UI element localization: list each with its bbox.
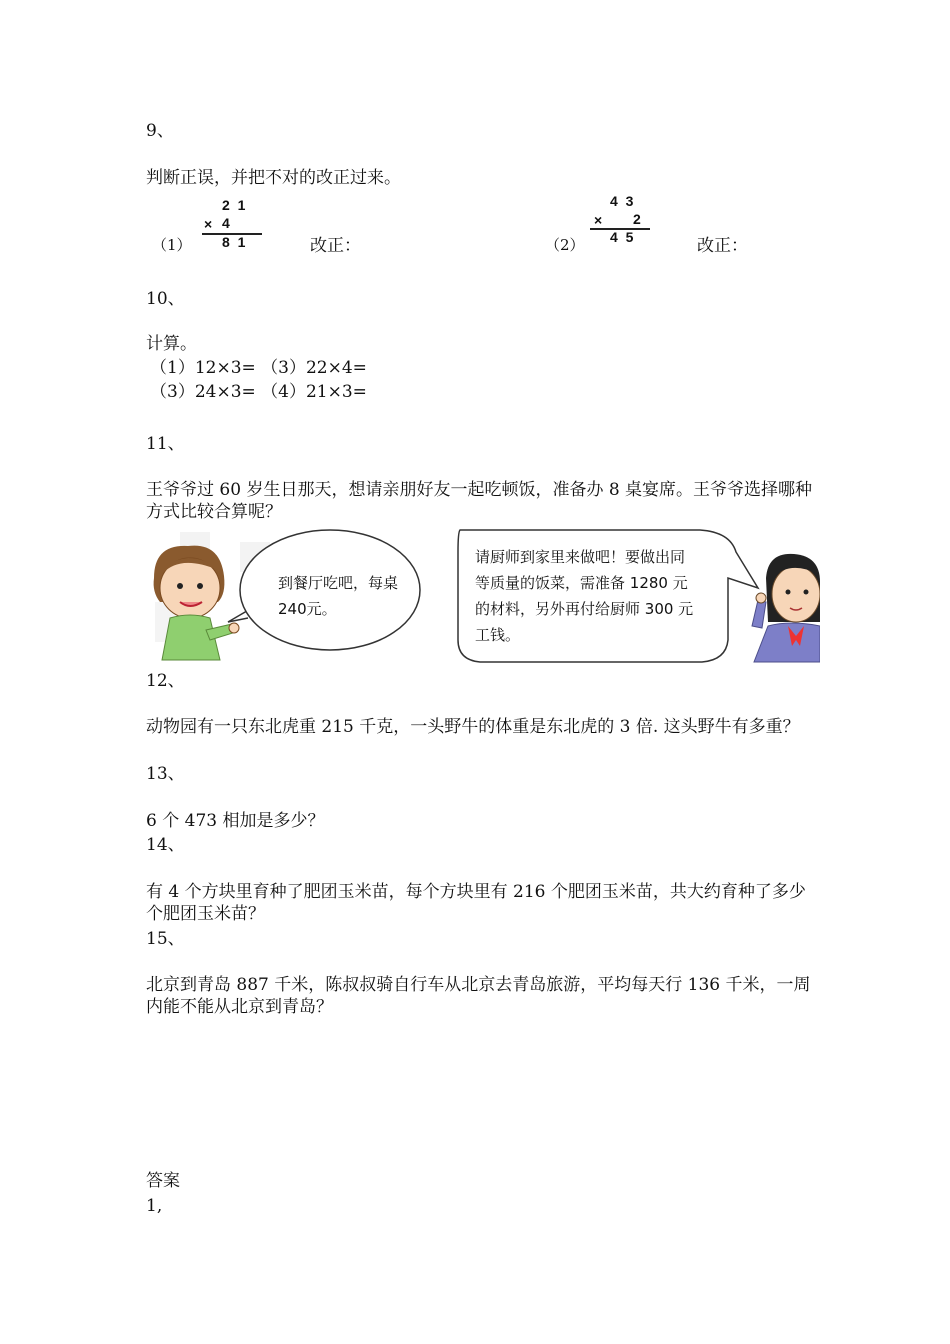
girl-finger [756, 593, 766, 603]
answers-first-item: 1, [146, 1196, 163, 1216]
q9-item1-label: （1） [152, 236, 192, 254]
q9-item1-multiplier: 4 [222, 215, 230, 231]
q13-text: 6 个 473 相加是多少？ [146, 811, 325, 831]
q9-item1-top: 2 1 [222, 197, 246, 213]
q10-line-1: （1）12×3= （3）22×4= [150, 358, 367, 378]
boy-character [154, 546, 239, 660]
q11-number: 11、 [146, 434, 185, 454]
q9-item2-times-sign: × [594, 212, 603, 228]
q9-item1-result: 8 1 [222, 234, 246, 250]
q10-instruction: 计算。 [146, 334, 197, 354]
right-bubble-line: 的材料，另外再付给厨师 300 元 [475, 600, 694, 618]
q9-item2-label: （2） [545, 236, 585, 254]
girl-eye [804, 590, 809, 595]
girl-eye [786, 590, 791, 595]
left-bubble-line: 240元。 [278, 600, 337, 618]
q10-number: 10、 [146, 289, 185, 309]
right-bubble-line: 等质量的饭菜，需准备 1280 元 [475, 574, 688, 592]
girl-shirt [754, 623, 820, 662]
right-bubble-line: 工钱。 [475, 626, 521, 644]
girl-arm [752, 600, 766, 628]
right-bubble-line: 请厨师到家里来做吧！要做出同 [475, 548, 686, 566]
q9-item2-correction-label: 改正： [697, 236, 748, 256]
q11-text: 王爷爷过 60 岁生日那天，想请亲朋好友一起吃顿饭，准备办 8 桌宴席。王爷爷选择哪种方式比较合算呢？ [146, 480, 813, 522]
q12-text: 动物园有一只东北虎重 215 千克，一头野牛的体重是东北虎的 3 倍. 这头野牛有多重？ [146, 717, 800, 737]
q9-instruction: 判断正误，并把不对的改正过来。 [146, 168, 401, 188]
q15-text: 北京到青岛 887 千米，陈叔叔骑自行车从北京去青岛旅游，平均每天行 136 千米，一周内能不能从北京到青岛？ [146, 975, 811, 1017]
q9-item2-result: 4 5 [610, 229, 634, 245]
boy-eye [197, 583, 203, 589]
q14-number: 14、 [146, 835, 185, 855]
q14-text: 有 4 个方块里育种了肥团玉米苗，每个方块里有 216 个肥团玉米苗，共大约育种了多少个肥团玉米苗？ [146, 882, 806, 924]
answers-heading: 答案 [146, 1171, 180, 1191]
boy-hand [229, 623, 239, 633]
girl-face [772, 566, 820, 622]
girl-character [752, 554, 820, 662]
q12-number: 12、 [146, 671, 185, 691]
q9-item2-multiplication [590, 193, 656, 248]
boy-eye [177, 583, 183, 589]
q9-item1-correction-label: 改正： [310, 236, 361, 256]
q9-number: 9、 [146, 121, 174, 141]
q13-number: 13、 [146, 764, 185, 784]
left-bubble-line: 到餐厅吃吧，每桌 [278, 574, 399, 592]
q10-line-2: （3）24×3= （4）21×3= [150, 382, 367, 402]
q9-item1-multiplication [200, 197, 266, 252]
q9-item2-multiplier: 2 [633, 211, 641, 227]
left-bubble-text [278, 570, 398, 622]
q15-number: 15、 [146, 929, 185, 949]
right-bubble-text [475, 544, 693, 648]
q9-item1-times-sign: × [204, 216, 213, 232]
q9-item2-top: 4 3 [610, 193, 634, 209]
